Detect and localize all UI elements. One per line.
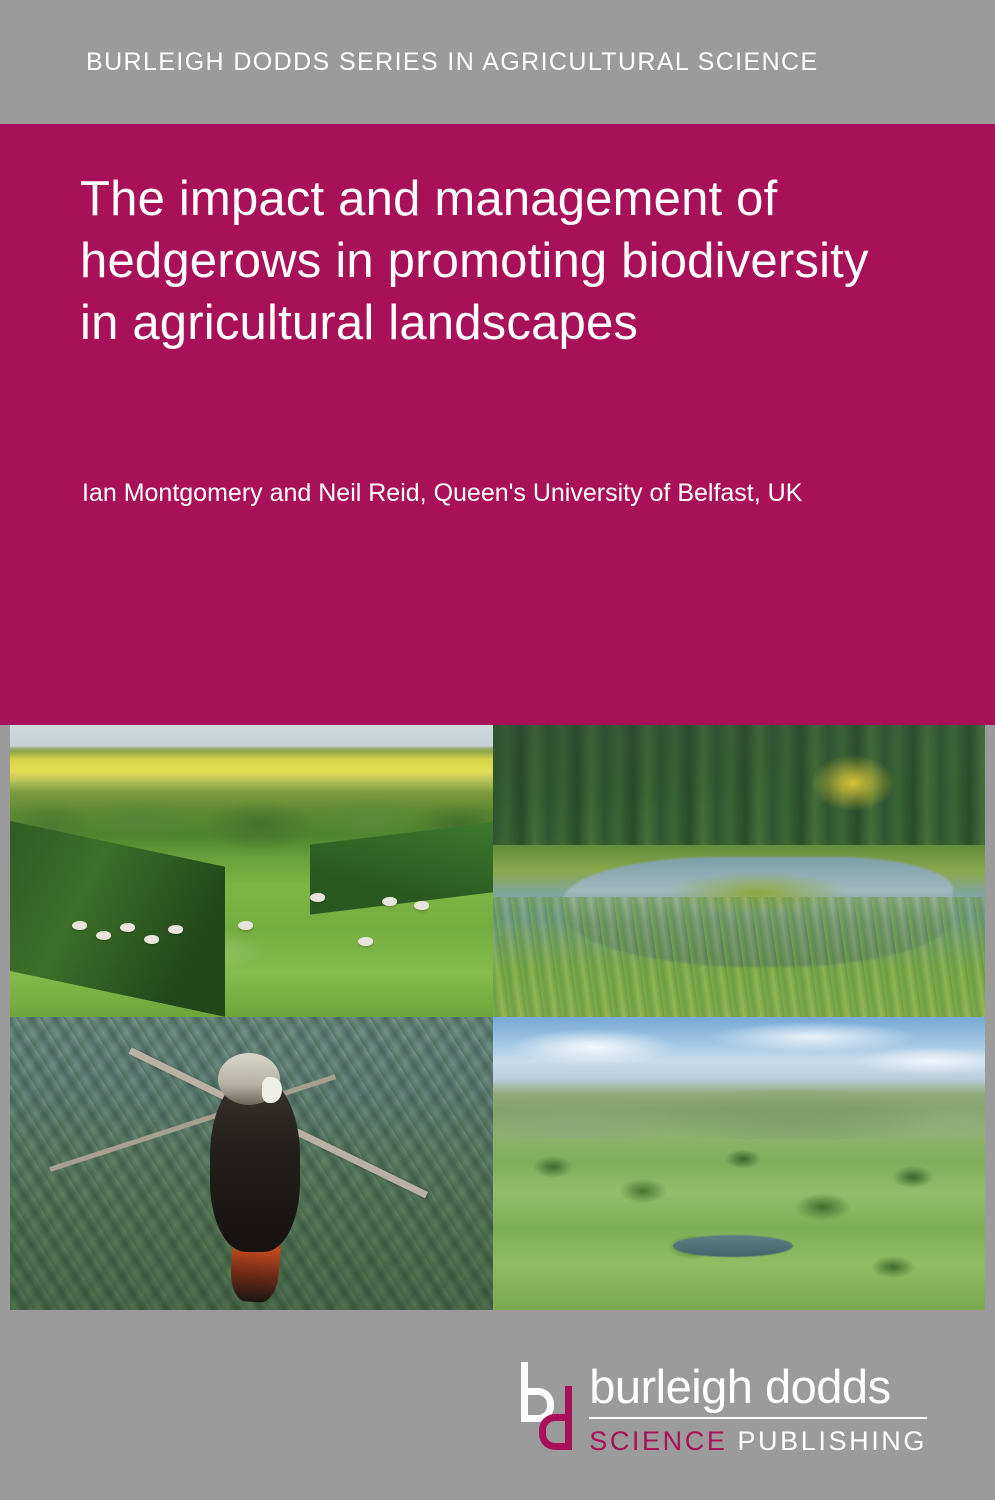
sheep-decor bbox=[72, 921, 87, 930]
reeds-decor bbox=[493, 897, 985, 1017]
cover-image-grid bbox=[10, 725, 985, 1310]
publisher-tagline bbox=[589, 1426, 927, 1457]
sheep-decor bbox=[414, 901, 429, 910]
trees-decor bbox=[493, 1137, 985, 1307]
sheep-decor bbox=[358, 937, 373, 946]
autumn-foliage-decor bbox=[793, 743, 913, 823]
sheep-decor bbox=[382, 897, 397, 906]
series-band bbox=[0, 0, 995, 124]
publisher-footer bbox=[0, 1310, 995, 1500]
series-title: BURLEIGH DODDS SERIES IN AGRICULTURAL SCIENCE bbox=[86, 47, 819, 76]
cover-photo-woodland-pond bbox=[493, 725, 985, 1017]
sheep-decor bbox=[168, 925, 183, 934]
publisher-logo bbox=[515, 1362, 927, 1457]
publisher-tagline-science: SCIENCE bbox=[589, 1426, 728, 1456]
sheep-decor bbox=[144, 935, 159, 944]
sheep-decor bbox=[96, 931, 111, 940]
title-block bbox=[0, 124, 995, 725]
sheep-decor bbox=[310, 893, 325, 902]
cover-photo-hedgerow-pasture bbox=[10, 725, 493, 1017]
publisher-logo-text bbox=[589, 1362, 927, 1457]
sheep-decor bbox=[120, 923, 135, 932]
publisher-wordmark: burleigh dodds bbox=[589, 1362, 927, 1419]
authors-line: Ian Montgomery and Neil Reid, Queen's University of Belfast, UK bbox=[82, 479, 803, 507]
small-pond-decor bbox=[673, 1235, 793, 1257]
sheep-decor bbox=[238, 921, 253, 930]
cover-photo-countryside bbox=[493, 1017, 985, 1310]
cover-photo-cockatoo bbox=[10, 1017, 493, 1310]
bd-monogram-icon bbox=[515, 1362, 579, 1450]
publisher-tagline-publishing: PUBLISHING bbox=[737, 1426, 927, 1456]
hills-decor bbox=[493, 1079, 985, 1139]
page-title: The impact and management of hedgerows in promoting biodiversity in agricultural landscapes bbox=[80, 172, 869, 350]
